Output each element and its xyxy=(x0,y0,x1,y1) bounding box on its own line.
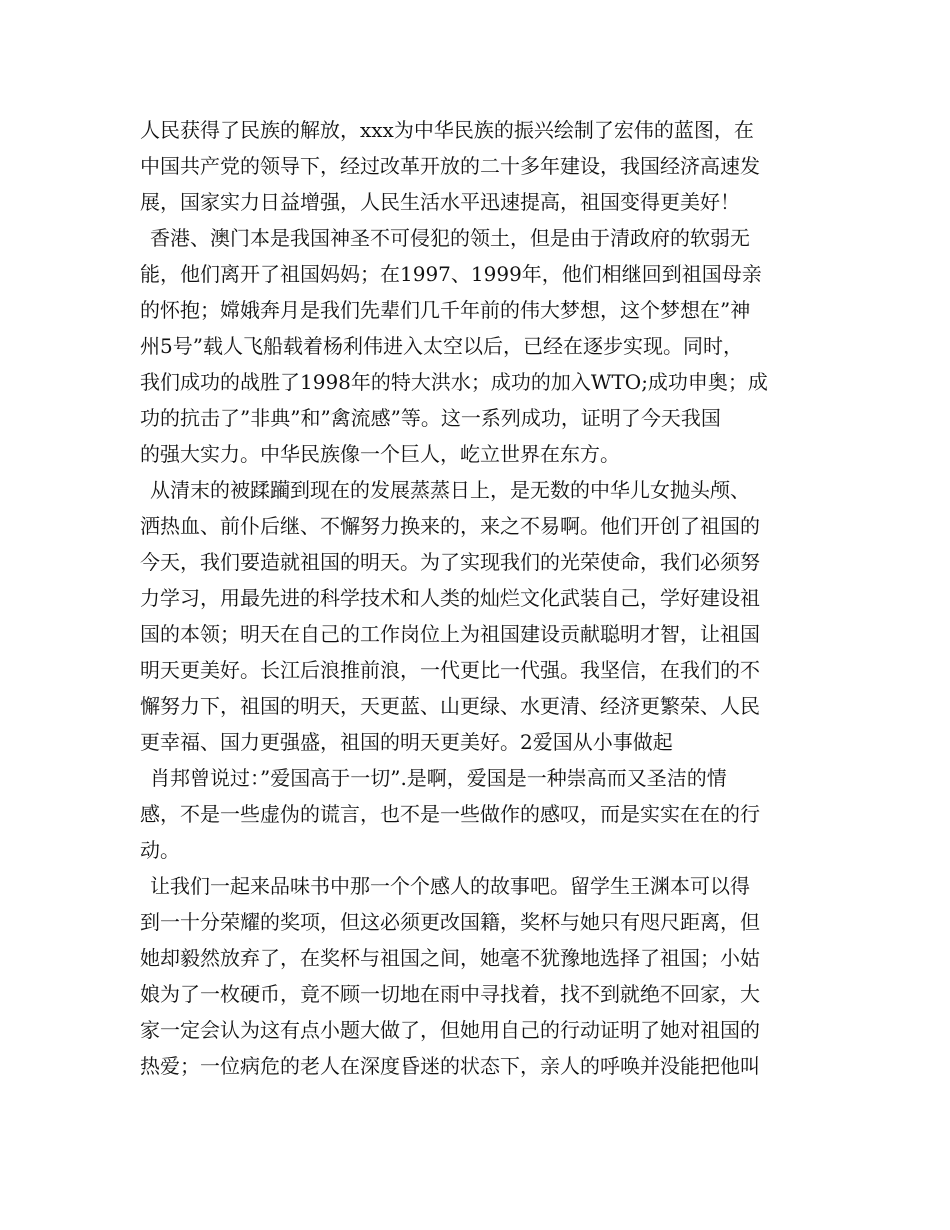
text-line: 她却毅然放弃了，在奖杯与祖国之间，她毫不犹豫地选择了祖国；小姑 xyxy=(140,946,760,970)
text-line: 到一十分荣耀的奖项，但这必须更改国籍，奖杯与她只有咫尺距离，但 xyxy=(140,910,760,934)
text-line: 动。 xyxy=(140,838,180,862)
text-line: 感，不是一些虚伪的谎言，也不是一些做作的感叹，而是实实在在的行 xyxy=(140,802,760,826)
text-line: 人民获得了民族的解放，xxx为中华民族的振兴绘制了宏伟的蓝图，在 xyxy=(140,118,754,142)
text-line: 懈努力下，祖国的明天，天更蓝、山更绿、水更清、经济更繁荣、人民 xyxy=(140,694,760,718)
text-line: 的怀抱；嫦娥奔月是我们先辈们几千年前的伟大梦想，这个梦想在”神 xyxy=(140,298,751,322)
paragraph-start-line: 从清末的被蹂躏到现在的发展蒸蒸日上，是无数的中华儿女抛头颅、 xyxy=(150,478,750,502)
body-text xyxy=(140,112,820,1084)
text-line: 今天，我们要造就祖国的明天。为了实现我们的光荣使命，我们必须努 xyxy=(140,550,760,574)
text-line: 热爱；一位病危的老人在深度昏迷的状态下，亲人的呼唤并没能把他叫 xyxy=(140,1054,760,1078)
text-line: 洒热血、前仆后继、不懈努力换来的，来之不易啊。他们开创了祖国的 xyxy=(140,514,760,538)
text-line: 更幸福、国力更强盛，祖国的明天更美好。2爱国从小事做起 xyxy=(140,730,673,754)
text-line: 我们成功的战胜了1998年的特大洪水；成功的加入WTO;成功申奥；成 xyxy=(140,370,768,394)
paragraph-start-line: 香港、澳门本是我国神圣不可侵犯的领土，但是由于清政府的软弱无 xyxy=(150,226,750,250)
paragraph-start-line: 让我们一起来品味书中那一个个感人的故事吧。留学生王渊本可以得 xyxy=(150,874,750,898)
text-line: 明天更美好。长江后浪推前浪，一代更比一代强。我坚信，在我们的不 xyxy=(140,658,760,682)
text-line: 娘为了一枚硬币，竟不顾一切地在雨中寻找着，找不到就绝不回家，大 xyxy=(140,982,760,1006)
text-line: 州5号”载人飞船载着杨利伟进入太空以后，已经在逐步实现。同时， xyxy=(140,334,743,358)
text-line: 展，国家实力日益增强，人民生活水平迅速提高，祖国变得更美好！ xyxy=(140,190,740,214)
text-line: 能，他们离开了祖国妈妈；在1997、1999年，他们相继回到祖国母亲 xyxy=(140,262,762,286)
text-line: 国的本领；明天在自己的工作岗位上为祖国建设贡献聪明才智，让祖国 xyxy=(140,622,760,646)
text-line: 功的抗击了”非典”和”禽流感”等。这一系列成功，证明了今天我国 xyxy=(140,406,721,430)
text-line: 家一定会认为这有点小题大做了，但她用自己的行动证明了她对祖国的 xyxy=(140,1018,760,1042)
paragraph-start-line: 肖邦曾说过：”爱国高于一切”.是啊，爱国是一种崇高而又圣洁的情 xyxy=(150,766,727,790)
text-line: 的强大实力。中华民族像一个巨人，屹立世界在东方。 xyxy=(140,442,620,466)
text-line: 力学习，用最先进的科学技术和人类的灿烂文化武装自己，学好建设祖 xyxy=(140,586,760,610)
text-line: 中国共产党的领导下，经过改革开放的二十多年建设，我国经济高速发 xyxy=(140,154,760,178)
